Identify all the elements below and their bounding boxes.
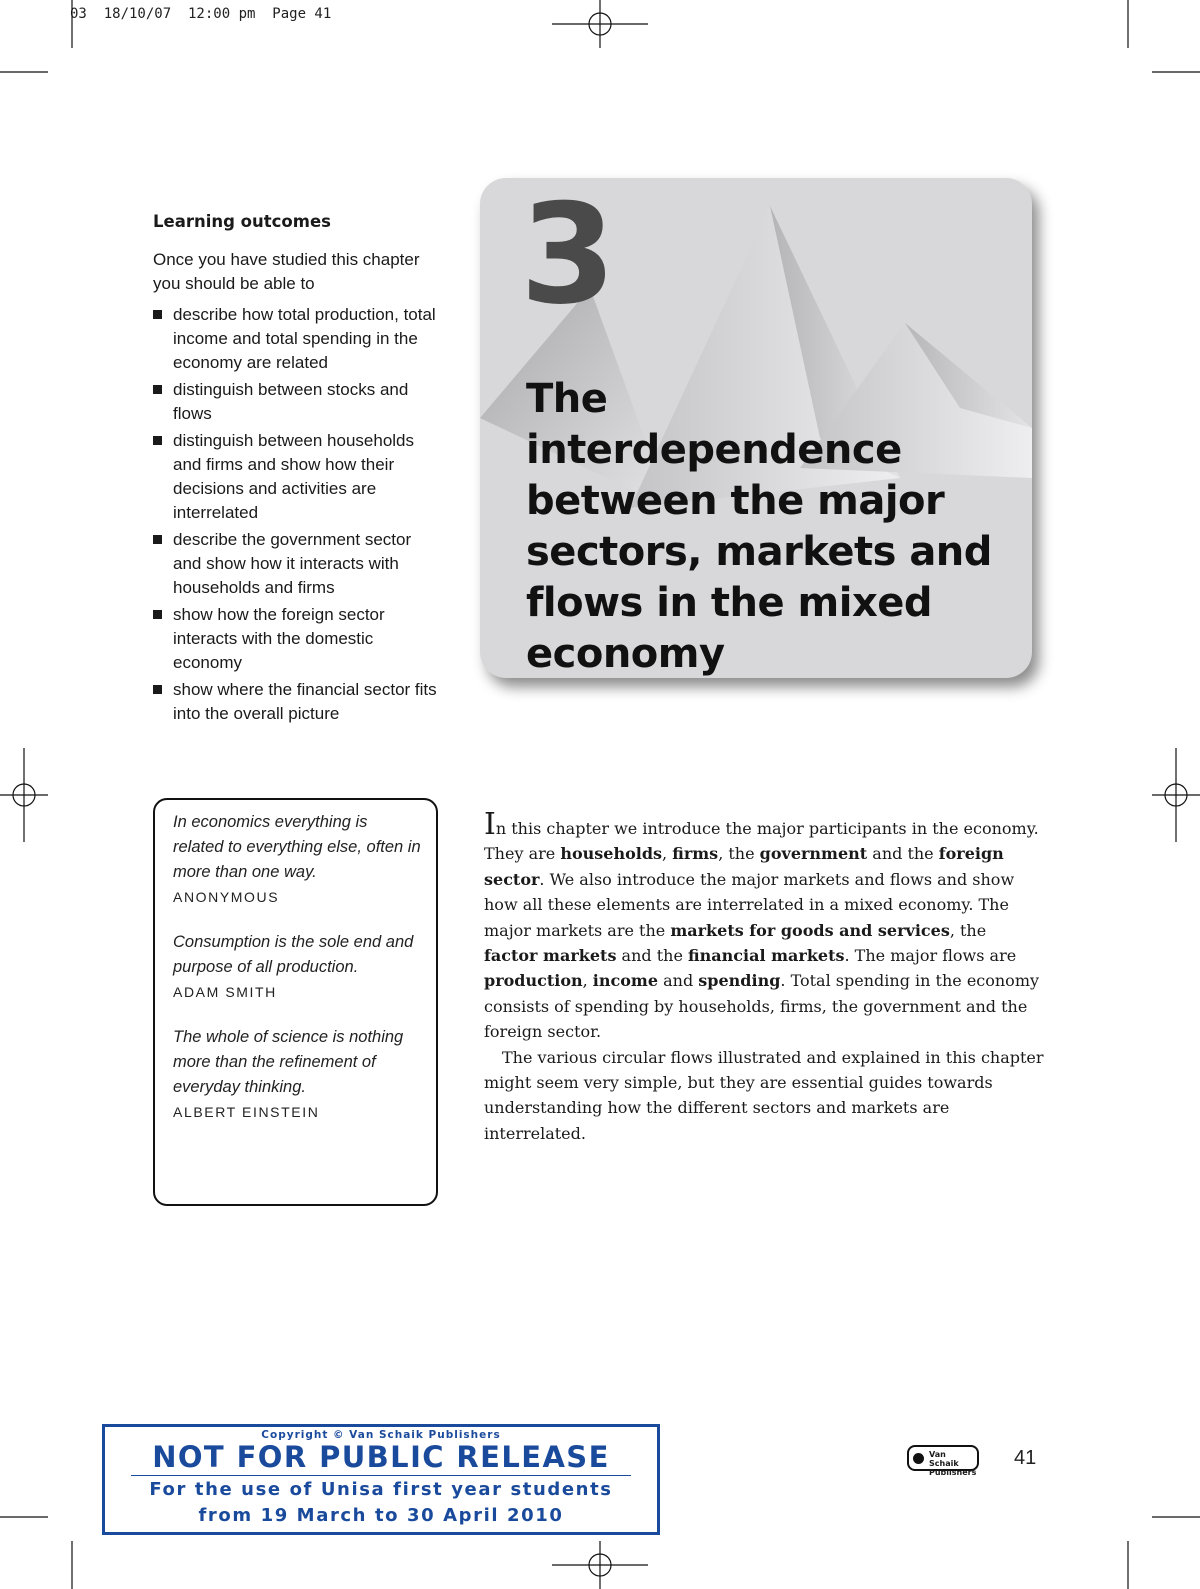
learning-outcome-text: show where the financial sector fits into the overall picture [173, 680, 437, 723]
quote-text: Consumption is the sole end and purpose of all production. [173, 933, 414, 976]
learning-outcome-text: distinguish between households and firms and show how their decisions and activities are interrelated [173, 431, 415, 522]
quote-author: ADAM SMITH [173, 984, 277, 1000]
publisher-logo [907, 1445, 979, 1477]
key-term: income [592, 971, 659, 991]
key-term: production [484, 971, 583, 991]
learning-outcomes-heading: Learning outcomes [153, 212, 331, 231]
text-run: , [582, 971, 593, 991]
learning-outcome-item [153, 678, 443, 726]
chapter-intro-text [484, 807, 1044, 1146]
bullet-square-icon [153, 610, 162, 619]
logo-text: Van Schaik Publishers [929, 1450, 977, 1477]
learning-outcome-text: describe the government sector and show how it interacts with households and firms [173, 530, 412, 597]
quote-text: In economics everything is related to everything else, often in more than one way. [173, 813, 421, 881]
key-term: households [560, 844, 663, 864]
quote-author: ANONYMOUS [173, 889, 280, 905]
learning-outcome-text: distinguish between stocks and flows [173, 380, 409, 423]
logo-mark-icon [913, 1453, 924, 1464]
key-term: markets for goods and services [670, 920, 950, 940]
text-run: . We also introduce the major markets and flows and show how all these elements are interrelated in a mixed economy. The major markets are the [484, 869, 1015, 940]
quotes-box [153, 798, 438, 1206]
chapter-title: The interdependence between the major sectors, markets and flows in the mixed economy [526, 376, 992, 677]
key-term: government [759, 844, 868, 864]
intro-paragraph-1 [484, 807, 1044, 1045]
chapter-number: 3 [520, 178, 617, 335]
key-term: spending [698, 971, 781, 991]
page-number: 41 [1014, 1447, 1037, 1469]
text-run: . The major flows are [844, 946, 1017, 966]
learning-outcomes-list [153, 303, 443, 729]
bullet-square-icon [153, 385, 162, 394]
learning-outcomes-intro: Once you have studied this chapter you should be able to [153, 250, 420, 293]
text-run: and the [867, 844, 939, 864]
learning-outcome-item [153, 378, 443, 426]
key-term: foreign sector [484, 844, 1004, 889]
stamp-line-2: from 19 March to 30 April 2010 [198, 1505, 564, 1526]
text-run: . Total spending in the economy consists of spending by households, firms, the government and the foreign sector. [484, 971, 1040, 1042]
chapter-title-card [480, 178, 1032, 678]
print-slug: 03 18/10/07 12:00 pm Page 41 [70, 6, 332, 22]
learning-outcome-item [153, 603, 443, 675]
learning-outcome-item [153, 429, 443, 525]
text-run: In this chapter we introduce the major participants in the economy. They are [484, 807, 1039, 864]
quote-text: The whole of science is nothing more than the refinement of everyday thinking. [173, 1028, 404, 1096]
learning-outcome-text: describe how total production, total income and total spending in the economy are related [173, 305, 436, 372]
key-term: factor markets [484, 946, 617, 966]
text-run: , [662, 844, 673, 864]
text-run: and the [616, 946, 688, 966]
quote-author: ALBERT EINSTEIN [173, 1104, 320, 1120]
text-run: , the [718, 844, 760, 864]
release-stamp [102, 1424, 660, 1535]
stamp-divider [131, 1475, 631, 1476]
stamp-heading: NOT FOR PUBLIC RELEASE [152, 1440, 610, 1474]
bullet-square-icon [153, 685, 162, 694]
text-run: and [658, 971, 699, 991]
bullet-square-icon [153, 436, 162, 445]
bullet-square-icon [153, 310, 162, 319]
bullet-square-icon [153, 535, 162, 544]
key-term: firms [672, 844, 719, 864]
text-run: , the [949, 920, 987, 940]
key-term: financial markets [688, 946, 845, 966]
intro-paragraph-2: The various circular flows illustrated and explained in this chapter might seem very simple, but they are essential guides towards understanding how the different sectors and markets are interrelated. [484, 1047, 1044, 1143]
stamp-copyright: Copyright © Van Schaik Publishers [261, 1429, 501, 1441]
stamp-line-1: For the use of Unisa first year students [149, 1479, 613, 1500]
learning-outcome-item [153, 303, 443, 375]
learning-outcome-text: show how the foreign sector interacts with the domestic economy [173, 605, 385, 672]
learning-outcome-item [153, 528, 443, 600]
